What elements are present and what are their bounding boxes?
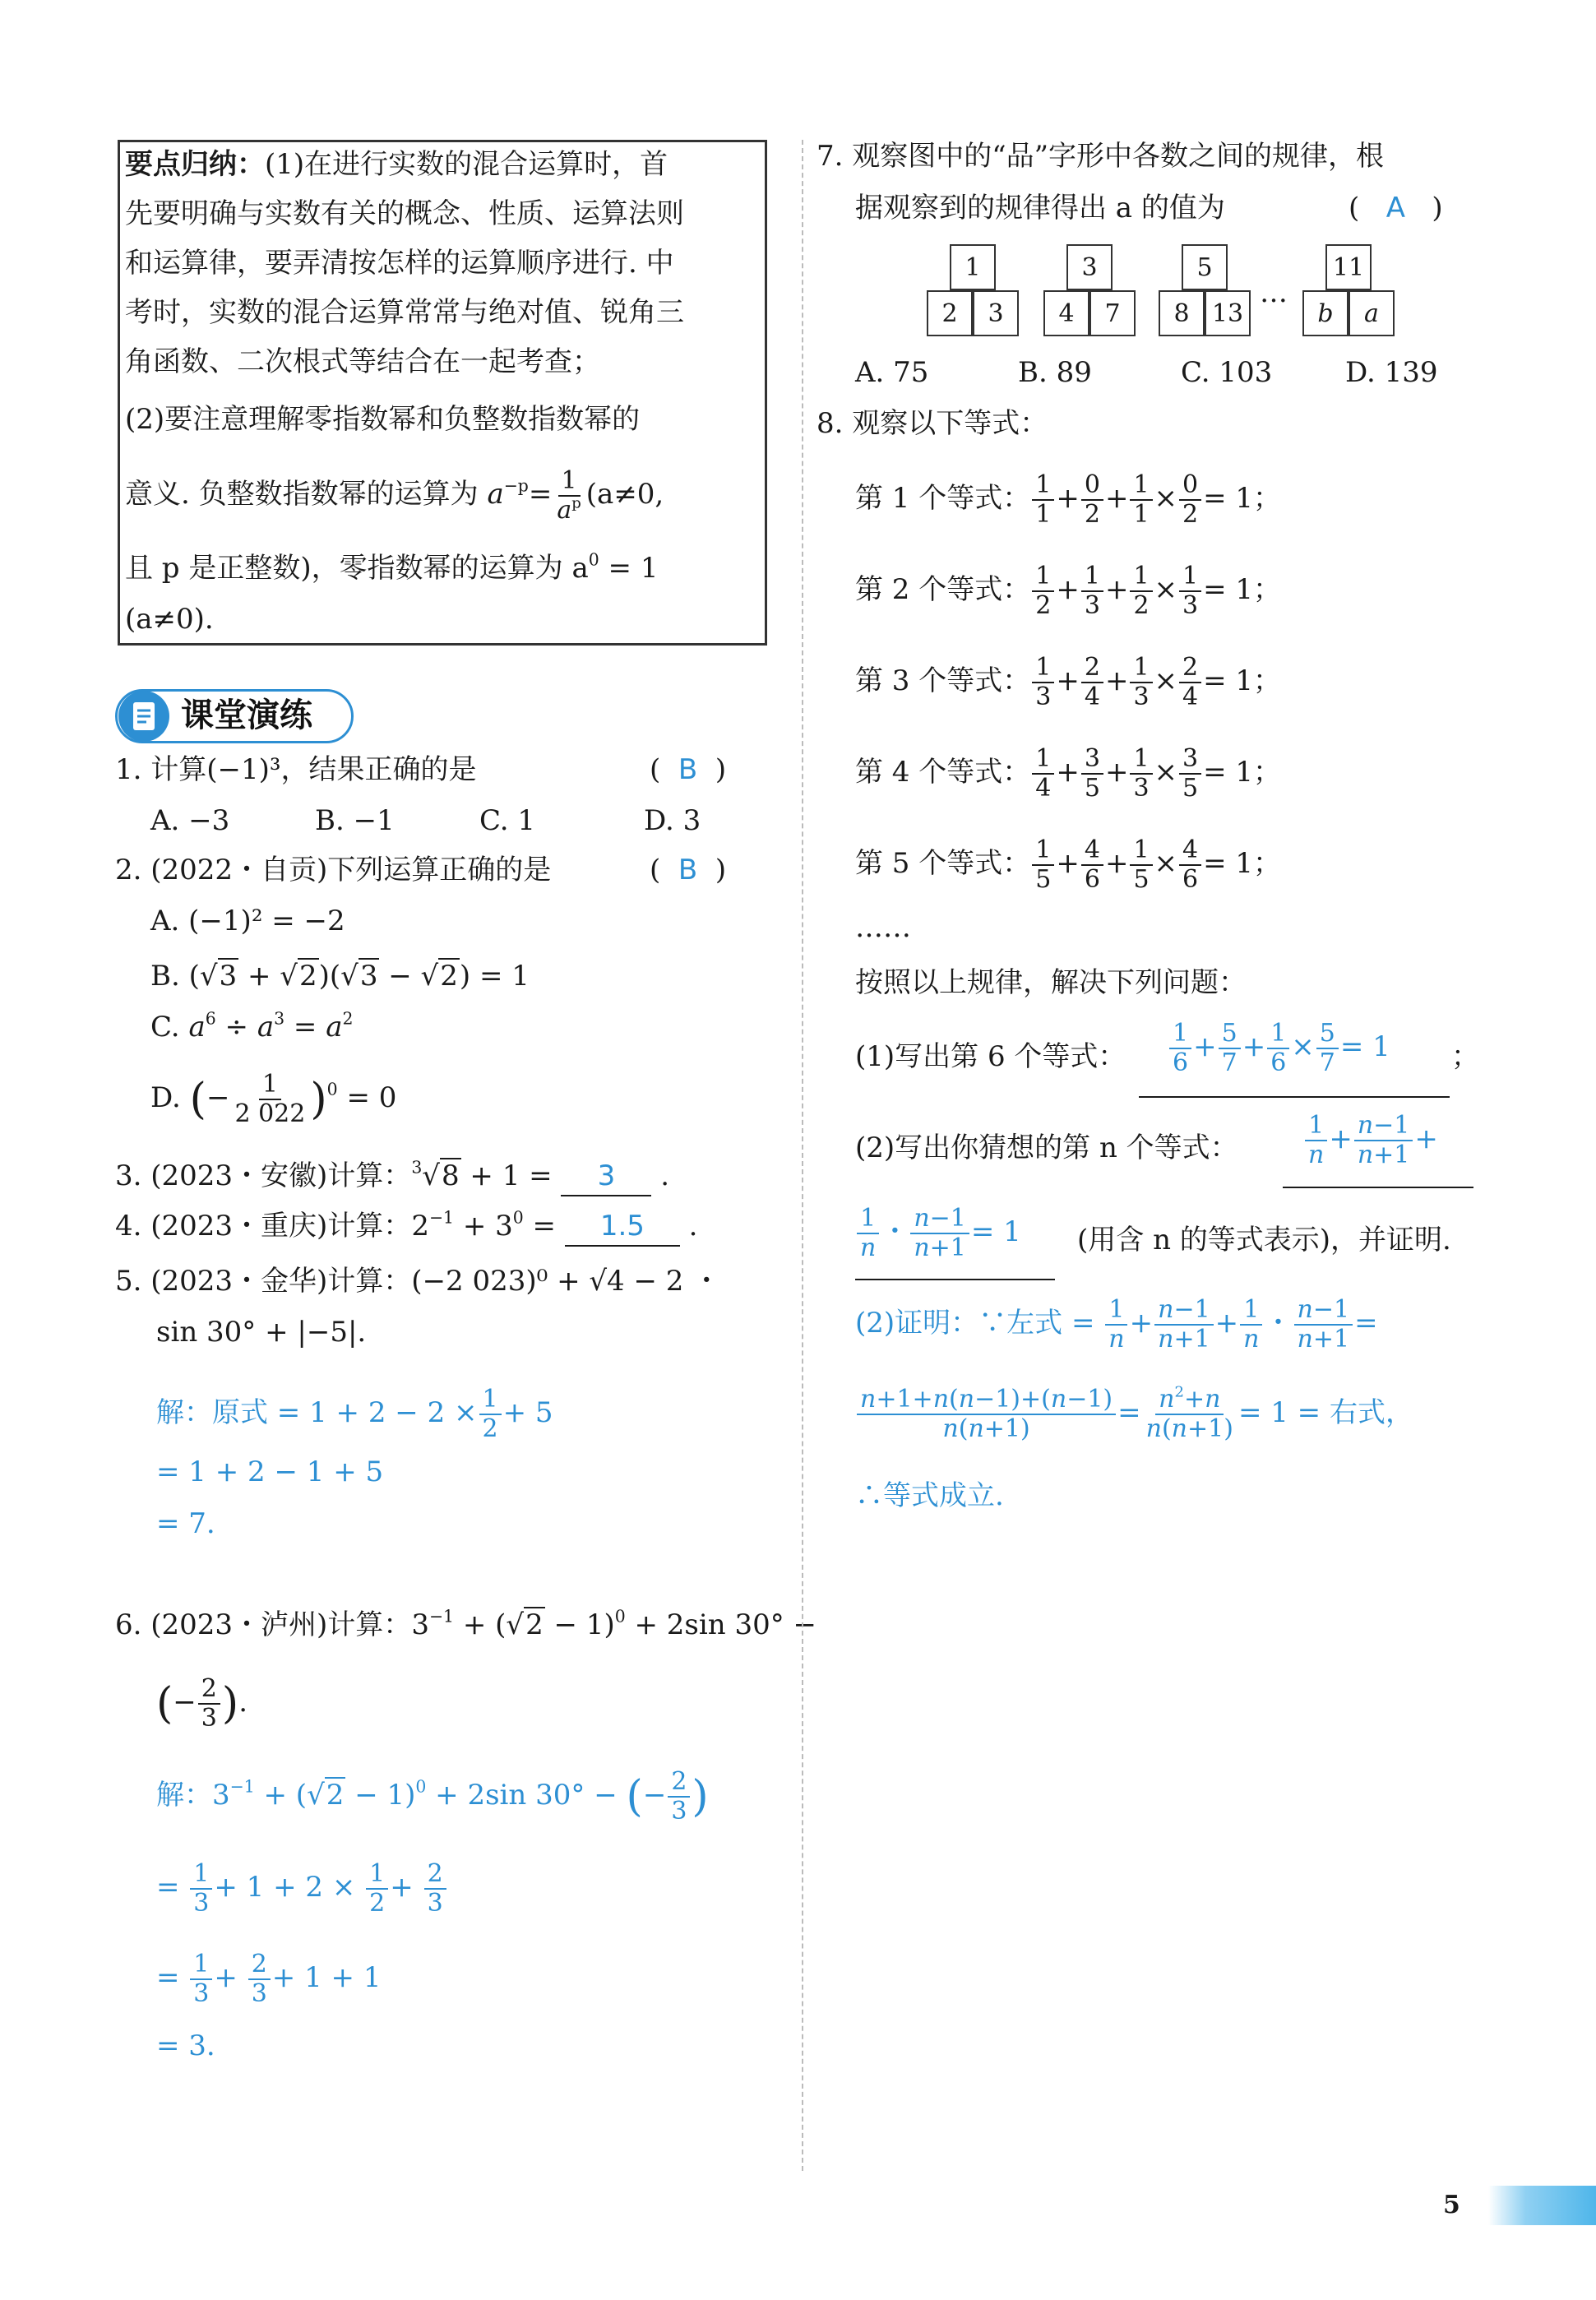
pin-box-bottom-right-4: a <box>1349 290 1395 336</box>
pin-box-bottom-right-3: 13 <box>1205 290 1251 336</box>
q2-option-b: B. (√3 + √2)(√3 − √2) = 1 <box>150 960 530 993</box>
q2-option-a: A. (−1)² = −2 <box>150 905 345 937</box>
pin-box-top-4: 11 <box>1325 244 1372 290</box>
section-title: 课堂演练 <box>181 696 312 734</box>
q3-stem: 3. (2023・安徽)计算：$^3$√8 + 1 = 3 . <box>115 1157 669 1196</box>
q2-stem: 2. (2022・自贡)下列运算正确的是 <box>115 854 552 886</box>
q8-part1: (1)写出第 6 个等式： <box>855 1040 1126 1073</box>
summary-line-8: 且 p 是正整数)，零指数幂的运算为 $a^0 = 1$ <box>125 549 659 585</box>
column-divider <box>802 140 803 2171</box>
q8-proof-line1: (2)证明：∵左式 = $\frac{1}{n}$ + $\frac{n-1}{n+1}$ + $\frac{1}{n}$ ・ $\frac{n-1}{n+1}$ = <box>855 1295 1378 1354</box>
q1-option-a: A. −3 <box>150 804 230 837</box>
q2-answer-bracket: ( B ) <box>650 854 727 886</box>
pin-box-bottom-left-2: 4 <box>1043 290 1089 336</box>
pin-ellipsis: … <box>1260 276 1288 309</box>
pin-box-top-3: 5 <box>1182 244 1228 290</box>
q6-solution-line3: = $\frac{1}{3}$ + $\frac{2}{3}$ + 1 + 1 <box>156 1950 382 2008</box>
summary-line-6: (2)要注意理解零指数幂和负整数指数幂的 <box>125 403 641 436</box>
q7-stem-line2: 据观察到的规律得出 a 的值为 <box>855 192 1225 224</box>
pin-box-bottom-right-2: 7 <box>1089 290 1136 336</box>
pin-box-bottom-right-1: 3 <box>973 290 1019 336</box>
q8-part1-answer: $\frac{1}{6}$ + $\frac{5}{7}$ + $\frac{1}{6}$ × $\frac{5}{7}$ = 1 <box>1168 1020 1390 1077</box>
q7-option-a: A. 75 <box>855 356 929 389</box>
q8-conclusion: ∴等式成立. <box>855 1479 1004 1512</box>
q8-part2-underline-a <box>1283 1187 1473 1188</box>
q8-part2-tail: (用含 n 的等式表示)，并证明. <box>1077 1224 1451 1256</box>
q6-solution-line2: = $\frac{1}{3}$ + 1 + 2 × $\frac{1}{2}$ + $\frac{2}{3}$ <box>156 1860 448 1918</box>
notebook-icon <box>118 691 169 742</box>
page-number-band <box>1488 2186 1596 2225</box>
q8-stem: 8. 观察以下等式： <box>817 407 1048 440</box>
q5-stem-line1: 5. (2023・金华)计算：(−2 023)⁰ + √4 − 2 ・ <box>115 1265 721 1298</box>
q8-part2-answer-a: $\frac{1}{n}$ + $\frac{n-1}{n+1}$ + <box>1303 1112 1438 1169</box>
q1-answer-bracket: ( B ) <box>650 753 727 786</box>
q8-equation-4: 第 4 个等式： $\frac{1}{4}$ + $\frac{3}{5}$ + $\frac{1}{3}$ × $\frac{3}{5}$ = 1； <box>855 744 1282 803</box>
pin-box-bottom-left-3: 8 <box>1159 290 1205 336</box>
q6-solution-line4: = 3. <box>156 2029 215 2062</box>
q5-solution-line2: = 1 + 2 − 1 + 5 <box>156 1455 384 1488</box>
q8-proof-line2: $\frac{n+1+n(n-1)+(n-1)}{n(n+1)}$ = $\frac{n^2+n}{n(n+1)}$ = 1 = 右式， <box>855 1386 1413 1443</box>
q7-option-c: C. 103 <box>1181 356 1273 389</box>
q5-stem-line2: sin 30° + |−5|. <box>156 1316 367 1349</box>
pin-box-bottom-left-4: b <box>1302 290 1349 336</box>
q5-solution-line1: 解：原式 = 1 + 2 − 2 × $\frac{1}{2}$ + 5 <box>156 1385 553 1443</box>
q5-solution-line3: = 7. <box>156 1507 215 1540</box>
q7-stem-line1: 7. 观察图中的“品”字形中各数之间的规律，根 <box>817 140 1385 173</box>
page-number: 5 <box>1443 2191 1460 2219</box>
q1-option-c: C. 1 <box>479 804 536 837</box>
q8-equation-1: 第 1 个等式： $\frac{1}{1}$ + $\frac{0}{2}$ + $\frac{1}{1}$ × $\frac{0}{2}$ = 1； <box>855 470 1282 529</box>
summary-line-2: 先要明确与实数有关的概念、性质、运算法则 <box>125 197 684 230</box>
summary-line-9: (a≠0). <box>125 603 214 636</box>
summary-line-3: 和运算律，要弄清按怎样的运算顺序进行. 中 <box>125 247 674 280</box>
q8-part1-underline <box>1139 1096 1450 1098</box>
q6-stem-line2: (− $\frac{2}{3}$ ). <box>156 1674 247 1733</box>
summary-line-1: 要点归纳：(1)在进行实数的混合运算时，首 <box>125 148 668 181</box>
q8-instruction: 按照以上规律，解决下列问题： <box>855 966 1247 999</box>
q6-solution-line1: 解：$3^{-1} + (√2 - 1)^0 + 2\sin$ 30° − (− $\frac{2}{3}$ ) <box>156 1767 709 1826</box>
q8-part2-answer-b: $\frac{1}{n}$ ・ $\frac{n-1}{n+1}$ = 1 <box>855 1205 1021 1262</box>
summary-line-7: 意义. 负整数指数幂的运算为 $a^{-p}=$ $\frac{1}{a^p}$ (a≠0, <box>125 466 664 525</box>
q1-option-d: D. 3 <box>644 804 701 837</box>
pin-box-top-1: 1 <box>950 244 996 290</box>
pin-box-top-2: 3 <box>1066 244 1113 290</box>
q1-stem: 1. 计算(−1)³，结果正确的是 <box>115 753 477 786</box>
q8-part2: (2)写出你猜想的第 n 个等式： <box>855 1131 1238 1164</box>
pin-box-bottom-left-1: 2 <box>927 290 973 336</box>
q8-equation-2: 第 2 个等式： $\frac{1}{2}$ + $\frac{1}{3}$ + $\frac{1}{2}$ × $\frac{1}{3}$ = 1； <box>855 562 1282 620</box>
q4-stem: 4. (2023・重庆)计算：$2^{-1} + 3^0 = 1.5$ . <box>115 1207 697 1247</box>
q1-option-b: B. −1 <box>315 804 395 837</box>
q2-option-d: D. (− $\frac{1}{2 022}$ )$^0$ = 0 <box>150 1070 397 1128</box>
q8-equation-3: 第 3 个等式： $\frac{1}{3}$ + $\frac{2}{4}$ + $\frac{1}{3}$ × $\frac{2}{4}$ = 1； <box>855 653 1282 711</box>
q7-answer-bracket: ( A ) <box>1349 192 1443 224</box>
q8-part2-underline-b <box>855 1279 1055 1280</box>
q8-equation-5: 第 5 个等式： $\frac{1}{5}$ + $\frac{4}{6}$ + $\frac{1}{5}$ × $\frac{4}{6}$ = 1； <box>855 835 1282 894</box>
summary-line-4: 考时，实数的混合运算常常与绝对值、锐角三 <box>125 296 684 329</box>
q7-option-d: D. 139 <box>1345 356 1438 389</box>
summary-line-5: 角函数、二次根式等结合在一起考查； <box>125 345 600 378</box>
q2-option-c: C. $a^6 \div a^3 = a^2$ <box>150 1008 354 1044</box>
q7-option-b: B. 89 <box>1018 356 1092 389</box>
q6-stem-line1: 6. (2023・泸州)计算：$3^{-1} + (√2 - 1)^0 + 2\sin$ 30° − <box>115 1606 817 1641</box>
q8-part1-semicolon: ； <box>1451 1040 1479 1073</box>
q8-dots: …… <box>855 911 911 944</box>
